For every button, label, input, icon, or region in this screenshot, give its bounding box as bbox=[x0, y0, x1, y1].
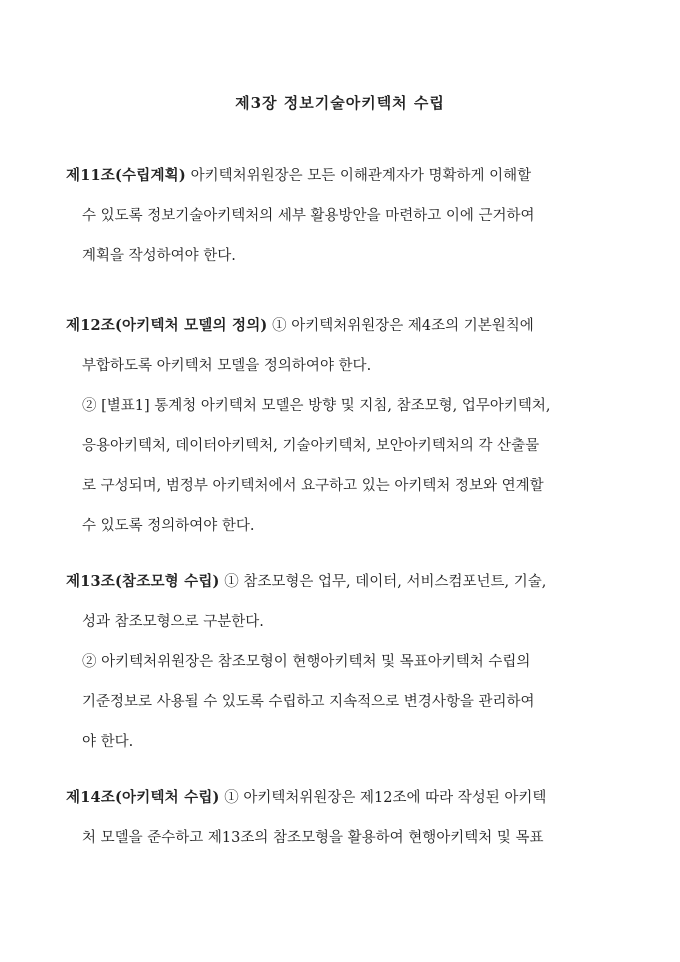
article-13 bbox=[66, 562, 618, 762]
article-line: 계획을 작성하여야 한다. bbox=[82, 248, 236, 264]
article-line bbox=[66, 562, 618, 602]
article-line: 기준정보로 사용될 수 있도록 수립하고 지속적으로 변경사항을 관리하여 bbox=[82, 694, 535, 710]
article-text: ① 아키텍처위원장은 제4조의 기본원칙에 bbox=[272, 318, 534, 334]
article-heading: 제12조(아키텍처 모델의 정의) bbox=[66, 317, 268, 334]
article-line bbox=[66, 778, 618, 818]
article-12 bbox=[66, 306, 618, 546]
article-line bbox=[66, 156, 618, 196]
article-text: ① 참조모형은 업무, 데이터, 서비스컴포넌트, 기술, bbox=[224, 574, 547, 590]
article-line: 로 구성되며, 범정부 아키텍처에서 요구하고 있는 아키텍처 정보와 연계할 bbox=[82, 478, 544, 494]
article-heading: 제13조(참조모형 수립) bbox=[66, 573, 220, 590]
article-heading: 제14조(아키텍처 수립) bbox=[66, 789, 220, 806]
article-line: 수 있도록 정의하여야 한다. bbox=[82, 518, 255, 534]
article-11 bbox=[66, 156, 618, 276]
article-line: 부합하도록 아키텍처 모델을 정의하여야 한다. bbox=[82, 358, 372, 374]
article-heading: 제11조(수립계획) bbox=[66, 167, 186, 184]
article-line: 수 있도록 정보기술아키텍처의 세부 활용방안을 마련하고 이에 근거하여 bbox=[82, 208, 535, 224]
article-line: 야 한다. bbox=[82, 734, 134, 750]
article-line bbox=[66, 306, 618, 346]
article-line: 응용아키텍처, 데이터아키텍처, 기술아키텍처, 보안아키텍처의 각 산출물 bbox=[82, 438, 540, 454]
article-line: ② [별표1] 통계청 아키텍처 모델은 방향 및 지침, 참조모형, 업무아키텍처, bbox=[82, 398, 551, 414]
article-text: 아키텍처위원장은 모든 이해관계자가 명확하게 이해할 bbox=[190, 168, 532, 184]
chapter-title: 제3장 정보기술아키텍처 수립 bbox=[235, 94, 445, 112]
article-14 bbox=[66, 778, 618, 858]
article-line: ② 아키텍처위원장은 참조모형이 현행아키텍처 및 목표아키텍처 수립의 bbox=[82, 654, 531, 670]
article-text: ① 아키텍처위원장은 제12조에 따라 작성된 아키텍 bbox=[224, 790, 547, 806]
article-line: 성과 참조모형으로 구분한다. bbox=[82, 614, 264, 630]
article-line: 처 모델을 준수하고 제13조의 참조모형을 활용하여 현행아키텍처 및 목표 bbox=[82, 830, 544, 846]
